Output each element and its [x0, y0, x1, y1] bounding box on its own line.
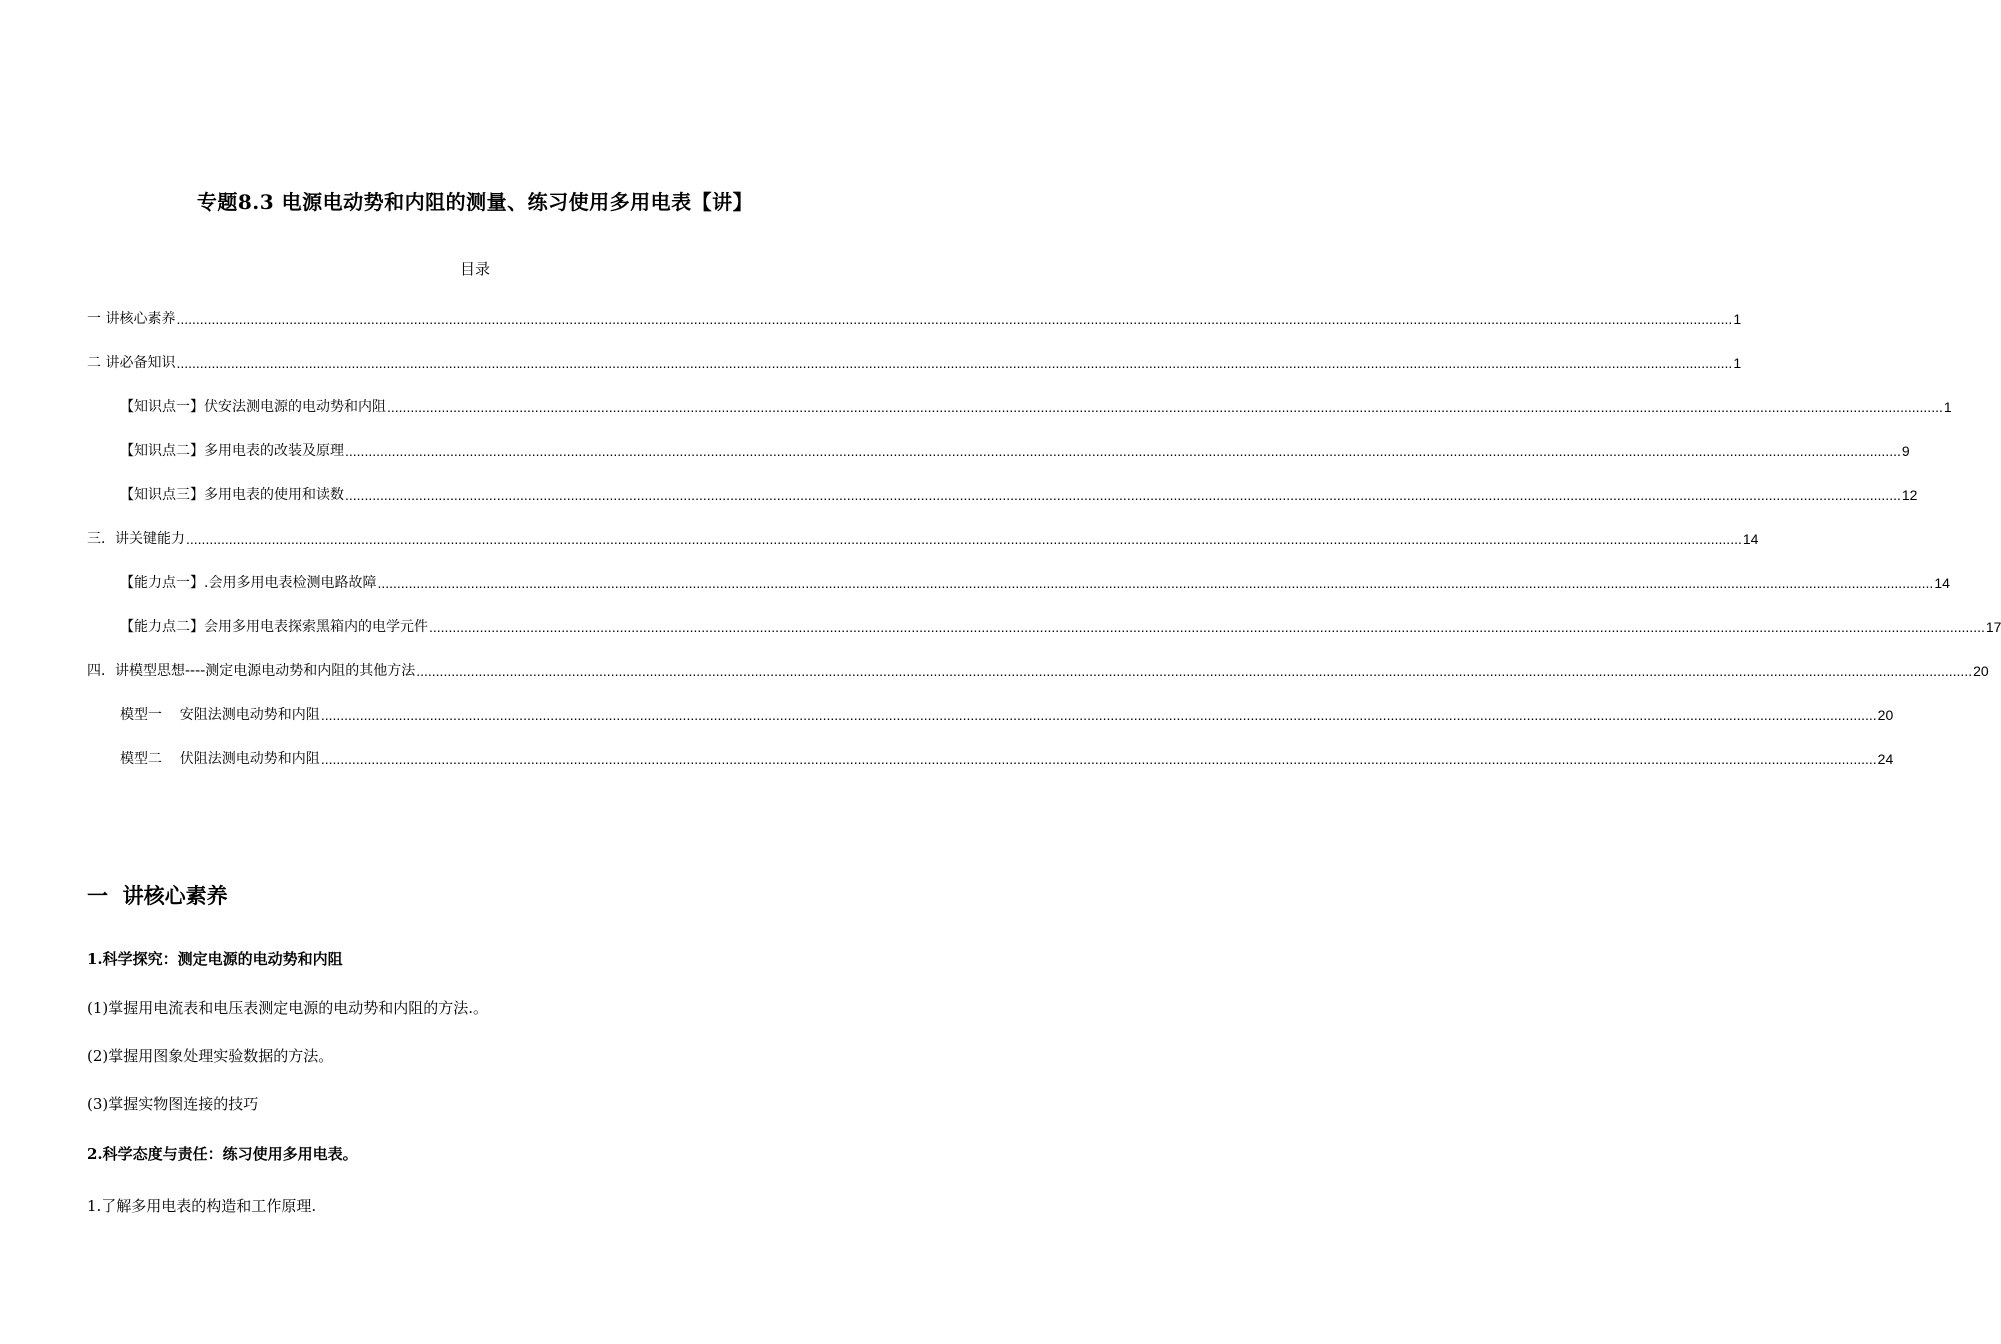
toc-entry-page: 24: [1877, 751, 1894, 767]
toc-entry[interactable]: [87, 617, 2001, 661]
toc-dot-leader: ................................................................................................................................................................................................................................................................................................................................................................................................................: [429, 619, 1985, 635]
paragraph: (1)掌握用电流表和电压表测定电源的电动势和内阻的方法.。: [87, 999, 489, 1017]
toc-entry[interactable]: [87, 661, 1989, 705]
toc-entry[interactable]: [87, 485, 1918, 529]
toc-entry[interactable]: [87, 441, 1910, 485]
toc-entry[interactable]: [87, 309, 1742, 353]
toc-entry[interactable]: [87, 353, 1742, 397]
toc-entry-page: 9: [1901, 443, 1910, 459]
toc-dot-leader: ................................................................................................................................................................................................................................................................................................................................................................................................................: [320, 751, 1877, 767]
toc-dot-leader: ................................................................................................................................................................................................................................................................................................................................................................................................................: [345, 443, 1901, 459]
toc-entry[interactable]: [87, 749, 1894, 793]
toc-entry-label: 二 讲必备知识: [87, 355, 176, 371]
toc-dot-leader: ................................................................................................................................................................................................................................................................................................................................................................................................................: [320, 707, 1877, 723]
toc-entry-page: 17: [1985, 619, 2001, 635]
toc-entry-page: 1: [1733, 311, 1742, 327]
toc-dot-leader: ................................................................................................................................................................................................................................................................................................................................................................................................................: [345, 487, 1901, 503]
paragraph: (3)掌握实物图连接的技巧: [87, 1095, 259, 1113]
toc-dot-leader: ................................................................................................................................................................................................................................................................................................................................................................................................................: [186, 531, 1742, 547]
toc-entry-label: 【知识点二】多用电表的改装及原理: [120, 443, 344, 459]
toc-entry[interactable]: [87, 573, 1950, 617]
paragraph: 1.了解多用电表的构造和工作原理.: [87, 1197, 317, 1215]
toc-entry-label: 三．讲关键能力: [87, 531, 185, 547]
toc-entry-label: 【知识点一】伏安法测电源的电动势和内阻: [120, 399, 386, 415]
toc-dot-leader: ................................................................................................................................................................................................................................................................................................................................................................................................................: [377, 575, 1934, 591]
section-heading: 一 讲核心素养: [87, 884, 228, 908]
toc-dot-leader: ................................................................................................................................................................................................................................................................................................................................................................................................................: [176, 355, 1733, 371]
toc-entry-page: 1: [1943, 399, 1952, 415]
toc-entry-label: 一 讲核心素养: [87, 311, 176, 327]
toc-entry-label: 模型二 伏阻法测电动势和内阻: [120, 751, 320, 767]
toc-dot-leader: ................................................................................................................................................................................................................................................................................................................................................................................................................: [387, 399, 1943, 415]
toc-entry-label: 【能力点一】.会用多用电表检测电路故障: [120, 575, 377, 591]
toc-entry[interactable]: [87, 705, 1894, 749]
toc-entry-page: 20: [1877, 707, 1894, 723]
toc-entry-label: 【能力点二】会用多用电表探索黑箱内的电学元件: [120, 619, 428, 635]
paragraph: (2)掌握用图象处理实验数据的方法。: [87, 1047, 334, 1065]
toc-entry-label: 模型一 安阻法测电动势和内阻: [120, 707, 320, 723]
toc-entry-label: 【知识点三】多用电表的使用和读数: [120, 487, 344, 503]
table-of-contents: [87, 309, 2001, 793]
toc-entry[interactable]: [87, 529, 1759, 573]
paragraph-bold: 2.科学态度与责任：练习使用多用电表。: [87, 1145, 358, 1163]
toc-entry-page: 1: [1733, 355, 1742, 371]
toc-dot-leader: ................................................................................................................................................................................................................................................................................................................................................................................................................: [416, 663, 1973, 679]
paragraph-bold: 1.科学探究：测定电源的电动势和内阻: [87, 950, 343, 968]
toc-heading: 目录: [459, 260, 490, 278]
document-title: 专题8.3 电源电动势和内阻的测量、练习使用多用电表【讲】: [196, 190, 754, 214]
toc-dot-leader: ................................................................................................................................................................................................................................................................................................................................................................................................................: [176, 311, 1733, 327]
toc-entry-page: 20: [1973, 663, 1989, 679]
toc-entry[interactable]: [87, 397, 1952, 441]
toc-entry-label: 四．讲模型思想----测定电源电动势和内阻的其他方法: [87, 663, 416, 679]
toc-entry-page: 12: [1901, 487, 1918, 503]
toc-entry-page: 14: [1742, 531, 1759, 547]
toc-entry-page: 14: [1934, 575, 1950, 591]
